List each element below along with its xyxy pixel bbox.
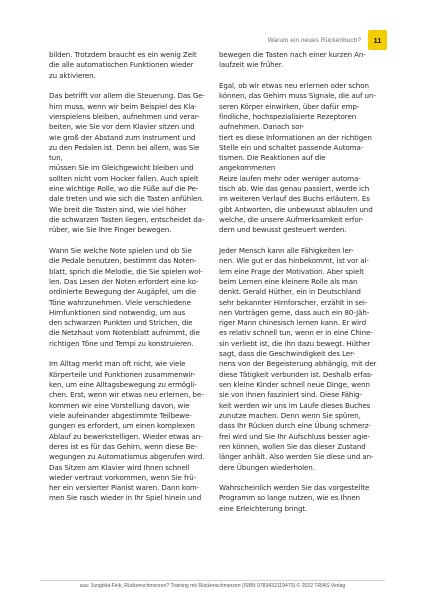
text-line: dern und bewusst gesteuert werden. (219, 225, 347, 235)
footer-divider (40, 580, 385, 581)
text-line: die Pedale benutzen, bestimmt das Noten- (49, 256, 197, 266)
right-text-column (219, 50, 379, 514)
text-line: Das betrifft vor allem die Steuerung. Das Ge- (49, 91, 205, 101)
paragraph-gap (49, 236, 209, 246)
text-line: zu den Pedalen ist. Denn bei allem, was Sie tun, (49, 142, 200, 163)
text-line: eine wichtige Rolle, wo die Füße auf die Pe- (49, 184, 199, 194)
text-line: findliche, hochspezialisierte Rezeptoren aufnehmen. Danach sor- (219, 111, 357, 132)
text-line: tiert es diese Informationen an der richtigen (219, 132, 372, 142)
text-line: Jeder Mensch kann alle Fähigkeiten ler- (219, 245, 354, 255)
text-line: sen kleine Kinder schnell neue Dinge, wenn (219, 380, 370, 389)
page-footer: aus: Jungblut-Fink, Rückenschmerzen? Training mit Rückenschmerzen (ISBN 9783432119470) © 2022 TRIAS Verlag (79, 583, 346, 589)
text-line: den schwarzen Punkten und Strichen, die (49, 318, 193, 328)
text-line: ken, um eine Alltagsbewegung zu ermögli- (49, 380, 197, 389)
text-line: beiten, wie Sie vor dem Klavier sitzen und (49, 122, 195, 132)
text-line: seren Körper einwirken, über dafür emp- (219, 101, 360, 111)
text-line: kommen wir eine Vorstellung davon, wie (49, 400, 190, 410)
text-line: deres ist es für das Gehirn, wenn diese Be- (49, 441, 198, 451)
text-line: viele aufeinander abgestimmte Teilbewe- (49, 410, 192, 420)
text-line: länger anhält. Also werden Sie diese und an- (219, 452, 374, 462)
running-header (268, 30, 387, 50)
body-paragraph (49, 359, 209, 503)
text-line: Programm so lange nutzen, wie es Ihnen (219, 493, 361, 503)
text-line: sehr bekannter Hirnforscher, erzählt in sei- (219, 297, 368, 307)
text-line: denkt. Gerald Hüther, ein in Deutschland (219, 287, 361, 297)
text-line: nen. Wie gut er das hinbekommt, ist vor al- (219, 256, 369, 266)
paragraph-gap (219, 473, 379, 483)
body-paragraph (49, 50, 209, 81)
text-line: müssen Sie im Gleichgewicht bleiben und (49, 163, 194, 173)
text-line: her ein versierter Pianist waren. Dann kom- (49, 483, 200, 493)
text-line: es relativ schnell tun, wenn er in eine Chine- (219, 328, 373, 338)
text-line: diese Tätigkeit verbunden ist. Deshalb erfas- (219, 369, 374, 379)
body-paragraph (49, 91, 209, 235)
text-line: Hirnfunktionen sind notwendig, um aus (49, 307, 186, 317)
left-text-column (49, 50, 209, 504)
text-line: wie groß der Abstand zum Instrument und (49, 132, 196, 142)
body-paragraph (219, 50, 379, 71)
page-number-badge: 11 (368, 30, 387, 50)
text-line: Egal, ob wir etwas neu erlernen oder schon (219, 80, 369, 90)
text-line: hirn muss, wenn wir beim Beispiel des Kla- (49, 101, 197, 111)
text-line: vierspielens bleiben, aufnehmen und verar- (49, 111, 200, 121)
text-line: bilden. Trotzdem braucht es ein wenig Zeit (49, 50, 197, 59)
text-line: tisch ab. Wie das genau passiert, werde ich (219, 184, 370, 194)
text-line: sie von ihnen fasziniert sind. Diese Fähig- (219, 390, 362, 400)
text-line: Körperteile und Funktionen zusammenwir- (49, 369, 196, 379)
body-paragraph (219, 81, 379, 236)
paragraph-gap (49, 349, 209, 359)
text-line: sollten nicht vom Hocker fallen. Auch spielt (49, 173, 199, 183)
text-line: men Sie rasch wieder in Ihr Spiel hinein und (49, 493, 202, 503)
body-paragraph (219, 246, 379, 473)
text-line: sagt, dass die Geschwindigkeit des Ler- (219, 349, 355, 359)
text-line: die alle automatischen Funktionen wieder (49, 60, 194, 70)
text-line: eine Erleichterung bringt. (219, 503, 308, 513)
text-line: Stelle ein und schaltet passende Automa- (219, 142, 364, 152)
text-line: Reize laufen mehr oder weniger automa- (219, 173, 361, 183)
text-line: wegungen zu Automatismus abgerufen wird. (49, 452, 205, 462)
text-line: chen. Erst, wenn wir etwas neu erlernen, be- (49, 390, 204, 400)
text-line: können, das Gehirn muss Signale, die auf un- (219, 91, 376, 101)
paragraph-gap (219, 236, 379, 246)
text-line: Ablauf zu bewerkstelligen. Wieder etwas an- (49, 431, 203, 441)
text-line: lem eine Frage der Motivation. Aber spielt (219, 266, 364, 276)
body-paragraph (219, 483, 379, 514)
text-line: laufzeit wie früher. (219, 60, 284, 70)
text-line: riger Mann chinesisch lernen kann. Er wird (219, 318, 366, 328)
paragraph-gap (49, 81, 209, 91)
text-line: rüber, wie Sie Ihre Finger bewegen. (49, 225, 172, 235)
text-line: Im Alltag merkt man oft nicht, wie viele (49, 359, 186, 369)
text-line: len. Das Lesen der Noten erfordert eine ko- (49, 276, 199, 286)
text-line: blatt, sprich die Melodie, die Sie spielen wol- (49, 266, 203, 276)
text-line: gungen es erfordert, um einen komplexen (49, 421, 195, 431)
text-line: Das Sitzen am Klavier wird Ihnen schnell (49, 462, 190, 472)
text-line: richtigen Töne und Tempi zu konstruieren. (49, 338, 194, 348)
text-line: zu aktivieren. (49, 70, 96, 80)
text-line: im weiteren Verlauf des Buchs erläutern. Es (219, 194, 370, 204)
text-line: sin verliebt ist, die ihn dazu bewegt. Hüther (219, 338, 371, 348)
text-line: Wie breit die Tasten sind, wie viel höher (49, 204, 187, 214)
text-line: beim Lernen eine kleinere Rolle als man (219, 276, 358, 286)
running-title: Warum ein neues Rückenbuch? (267, 36, 361, 44)
text-line: nens von der Begeisterung abhängig, mit der (219, 359, 377, 369)
text-line: dass Ihr Rücken durch eine Übung schmerz- (219, 421, 372, 431)
text-line: Töne wahrzunehmen. Viele verschiedene (49, 297, 191, 307)
text-line: ordinierte Bewegung der Augäpfel, um die (49, 287, 196, 297)
body-paragraph (49, 246, 209, 349)
text-line: Wahrscheinlich werden Sie das vorgestellte (219, 483, 370, 493)
text-line: Wann Sie welche Note spielen und ob Sie (49, 245, 192, 255)
text-line: dale treten und wie sich die Tasten anfühlen. (49, 194, 204, 204)
text-line: wieder vertraut vorkommen, wenn Sie frü- (49, 472, 197, 482)
text-line: ren können, wollen Sie das dieser Zustand (219, 441, 366, 451)
text-line: dere Übungen wiederholen. (219, 462, 315, 472)
text-line: tismen. Die Reaktionen auf die angekommenen (219, 153, 326, 173)
text-line: die schwarzen Tasten liegen, entscheidet da- (49, 215, 205, 224)
text-line: nen Vorträgen gerne, dass auch ein 80-Jäh- (219, 307, 370, 317)
text-line: keit werden wir uns im Laufe dieses Buches (219, 400, 371, 410)
text-line: bewegen die Tasten nach einer kurzen An- (219, 50, 366, 59)
paragraph-gap (219, 71, 379, 81)
text-line: gibt Antworten, die unbewusst ablaufen und (219, 204, 373, 214)
text-line: frei wird und Sie Ihr Aufschluss besser agie- (219, 431, 370, 441)
text-line: welche, die unsere Aufmerksamkeit erfor- (219, 215, 364, 224)
text-line: die Netzhaut vom Notenblatt aufnimmt, die (49, 328, 200, 338)
text-line: zunutze machen. Denn wenn Sie spüren, (219, 410, 361, 420)
